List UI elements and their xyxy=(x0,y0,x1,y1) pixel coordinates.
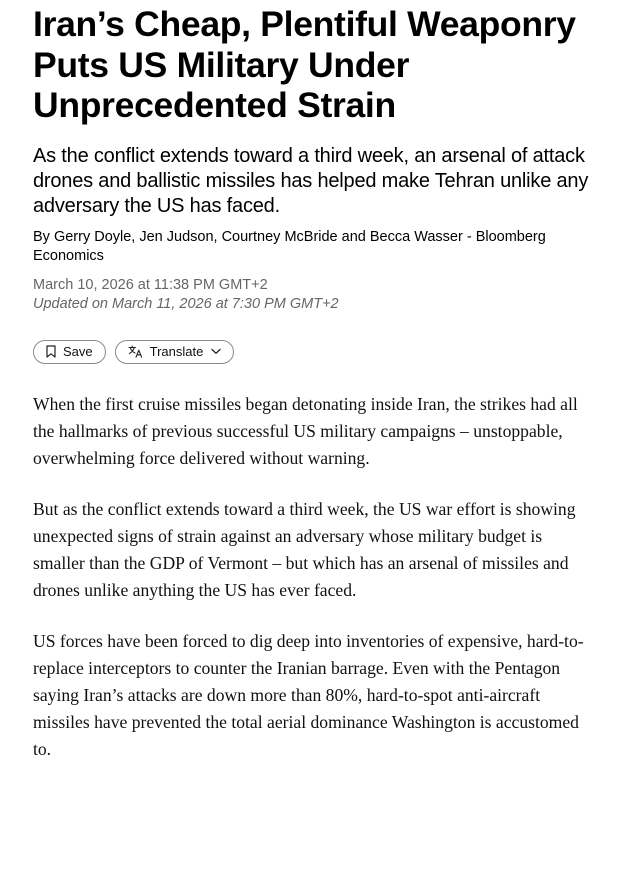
byline[interactable]: By Gerry Doyle, Jen Judson, Courtney McBride and Becca Wasser - Bloomberg Economics xyxy=(33,228,546,264)
dateline xyxy=(33,276,598,314)
article xyxy=(33,4,598,787)
translate-label: Translate xyxy=(149,344,204,359)
published-date: March 10, 2026 at 11:38 PM GMT+2 xyxy=(33,276,268,293)
article-body xyxy=(33,391,598,763)
article-actions xyxy=(33,340,598,364)
chevron-down-icon xyxy=(211,348,221,355)
body-paragraph: US forces have been forced to dig deep into inventories of expensive, hard-to-replace interceptors to counter the Iranian barrage. Even with the Pentagon saying Iran’s attacks are down more than 80%, hard-to-spot anti-aircraft missiles have prevented the total aerial dominance Washington is accustomed to. xyxy=(33,630,584,759)
save-button[interactable] xyxy=(33,340,106,364)
dek: As the conflict extends toward a third week, an arsenal of attack drones and ballistic missiles has helped make Tehran unlike any adversary the US has faced. xyxy=(33,144,589,217)
translate-button[interactable] xyxy=(115,340,235,364)
body-paragraph: But as the conflict extends toward a third week, the US war effort is showing unexpected signs of strain against an adversary whose military budget is smaller than the GDP of Vermont – but which has an arsenal of missiles and drones unlike anything the US has ever faced. xyxy=(33,498,576,600)
translate-icon xyxy=(128,345,143,358)
bookmark-icon xyxy=(46,345,56,358)
updated-date: Updated on March 11, 2026 at 7:30 PM GMT+2 xyxy=(33,295,339,312)
save-label: Save xyxy=(63,344,93,359)
body-paragraph: When the first cruise missiles began detonating inside Iran, the strikes had all the hallmarks of previous successful US military campaigns – unstoppable, overwhelming force delivered without warning. xyxy=(33,393,578,468)
headline: Iran’s Cheap, Plentiful Weaponry Puts US Military Under Unprecedented Strain xyxy=(33,4,576,125)
